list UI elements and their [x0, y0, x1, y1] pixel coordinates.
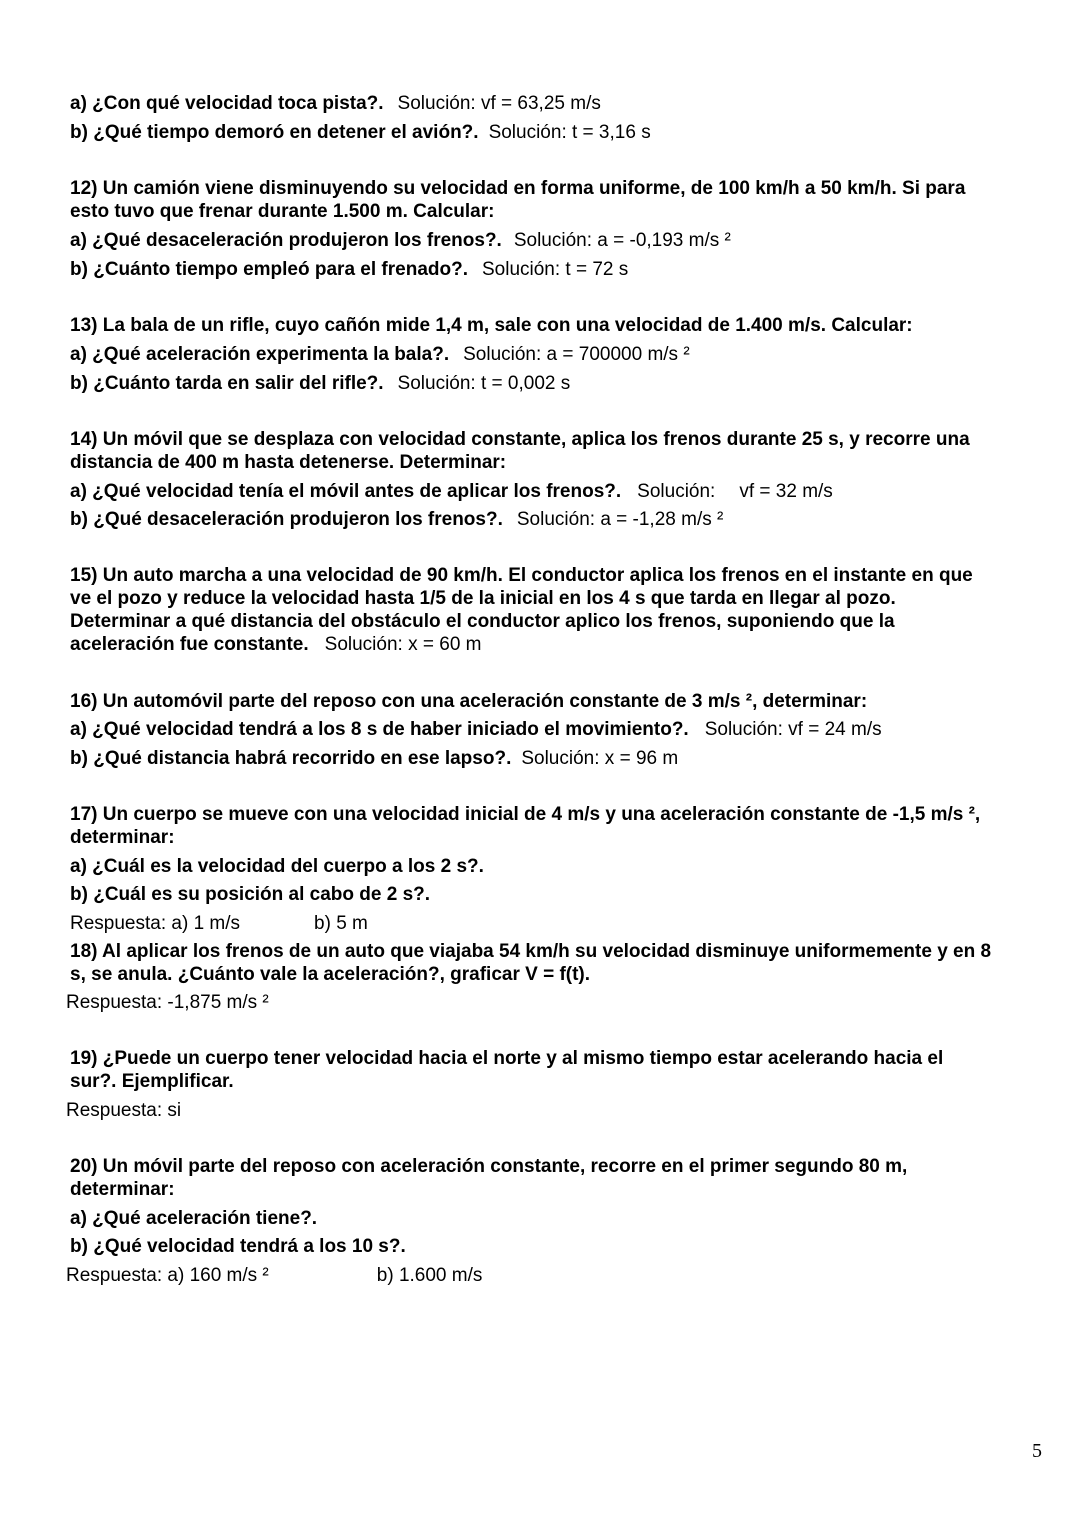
question-text: b) ¿Cuánto tarda en salir del rifle?.	[70, 373, 384, 394]
p18-statement-line-2: s, se anula. ¿Cuánto vale la aceleración?, graficar V = f(t).	[70, 964, 591, 985]
question-text: a) ¿Qué desaceleración produjeron los frenos?.	[70, 230, 502, 251]
solution-text: Solución: t = 72 s	[481, 259, 629, 280]
p17-answer	[70, 912, 368, 935]
p15-statement-line-1: 15) Un auto marcha a una velocidad de 90 km/h. El conductor aplica los frenos en el instante en que	[70, 565, 973, 586]
solution-text: Solución: t = 3,16 s	[488, 122, 651, 143]
page-number: 5	[1032, 1440, 1042, 1462]
solution-text: Solución: x = 96 m	[521, 748, 679, 769]
solution-value: vf = 32 m/s	[739, 481, 833, 502]
p17-statement-line-1: 17) Un cuerpo se mueve con una velocidad inicial de 4 m/s y una aceleración constante de -1,5 m/s ²,	[70, 804, 981, 825]
question-text: b) ¿Cuánto tiempo empleó para el frenado?.	[70, 259, 468, 280]
p13-question-a	[70, 343, 690, 366]
p17-question-b: b) ¿Cuál es su posición al cabo de 2 s?.	[70, 884, 431, 905]
solution-text: Solución: t = 0,002 s	[397, 373, 571, 394]
p20-statement-line-2: determinar:	[70, 1179, 175, 1200]
solution-text: Solución: x = 60 m	[324, 634, 482, 655]
p12-statement-line-2: esto tuvo que frenar durante 1.500 m. Calcular:	[70, 201, 495, 222]
p18-answer: Respuesta: -1,875 m/s ²	[66, 992, 269, 1013]
question-text: b) ¿Qué tiempo demoró en detener el avión?.	[70, 122, 479, 143]
p11-question-a	[70, 92, 601, 115]
p15-statement-line-4	[70, 633, 482, 656]
solution-text: Solución: a = -0,193 m/s ²	[513, 230, 731, 251]
answer-b: b) 5 m	[314, 913, 368, 934]
p14-statement-line-2: distancia de 400 m hasta detenerse. Determinar:	[70, 452, 507, 473]
solution-text: Solución:	[637, 481, 716, 502]
answer-a: Respuesta: a) 160 m/s ²	[66, 1265, 269, 1286]
p14-question-b	[70, 508, 723, 531]
p12-statement-line-1: 12) Un camión viene disminuyendo su velocidad en forma uniforme, de 100 km/h a 50 km/h. Si para	[70, 178, 966, 199]
p16-question-b	[70, 747, 678, 770]
p14-question-a	[70, 480, 833, 503]
p12-question-b	[70, 258, 628, 281]
answer-a: Respuesta: a) 1 m/s	[70, 913, 241, 934]
p13-question-b	[70, 372, 570, 395]
p19-statement-line-2: sur?. Ejemplificar.	[70, 1071, 234, 1092]
p15-statement-line-3: Determinar a qué distancia del obstáculo el conductor aplico los frenos, suponiendo que la	[70, 611, 895, 632]
p20-question-b: b) ¿Qué velocidad tendrá a los 10 s?.	[70, 1236, 406, 1257]
p20-answer	[66, 1264, 482, 1287]
p19-statement-line-1: 19) ¿Puede un cuerpo tener velocidad hacia el norte y al mismo tiempo estar acelerando hacia el	[70, 1048, 944, 1069]
answer-b: b) 1.600 m/s	[376, 1265, 483, 1286]
p17-question-a: a) ¿Cuál es la velocidad del cuerpo a los 2 s?.	[70, 856, 484, 877]
p14-statement-line-1: 14) Un móvil que se desplaza con velocidad constante, aplica los frenos durante 25 s, y recorre una	[70, 429, 970, 450]
question-text: aceleración fue constante.	[70, 634, 309, 655]
question-text: a) ¿Qué velocidad tendrá a los 8 s de haber iniciado el movimiento?.	[70, 719, 689, 740]
p20-statement-line-1: 20) Un móvil parte del reposo con aceleración constante, recorre en el primer segundo 80 m,	[70, 1156, 908, 1177]
p15-statement-line-2: ve el pozo y reduce la velocidad hasta 1/5 de la inicial en los 4 s que tarda en llegar al pozo.	[70, 588, 896, 609]
question-text: a) ¿Con qué velocidad toca pista?.	[70, 93, 384, 114]
p16-question-a	[70, 718, 882, 741]
question-text: b) ¿Qué desaceleración produjeron los frenos?.	[70, 509, 503, 530]
p19-answer: Respuesta: si	[66, 1100, 182, 1121]
solution-text: Solución: a = -1,28 m/s ²	[516, 509, 724, 530]
p13-statement-line-1: 13) La bala de un rifle, cuyo cañón mide 1,4 m, sale con una velocidad de 1.400 m/s. Calcular:	[70, 315, 913, 336]
solution-text: Solución: a = 700000 m/s ²	[463, 344, 690, 365]
p11-question-b	[70, 121, 651, 144]
p16-statement-line-1: 16) Un automóvil parte del reposo con una aceleración constante de 3 m/s ², determinar:	[70, 691, 868, 712]
solution-text: Solución: vf = 63,25 m/s	[397, 93, 601, 114]
p18-statement-line-1: 18) Al aplicar los frenos de un auto que viajaba 54 km/h su velocidad disminuye uniformemente y en 8	[70, 941, 992, 962]
question-text: b) ¿Qué distancia habrá recorrido en ese lapso?.	[70, 748, 512, 769]
solution-text: Solución: vf = 24 m/s	[704, 719, 882, 740]
p20-question-a: a) ¿Qué aceleración tiene?.	[70, 1208, 318, 1229]
question-text: a) ¿Qué velocidad tenía el móvil antes de aplicar los frenos?.	[70, 481, 622, 502]
question-text: a) ¿Qué aceleración experimenta la bala?.	[70, 344, 450, 365]
p17-statement-line-2: determinar:	[70, 827, 175, 848]
p12-question-a	[70, 229, 731, 252]
